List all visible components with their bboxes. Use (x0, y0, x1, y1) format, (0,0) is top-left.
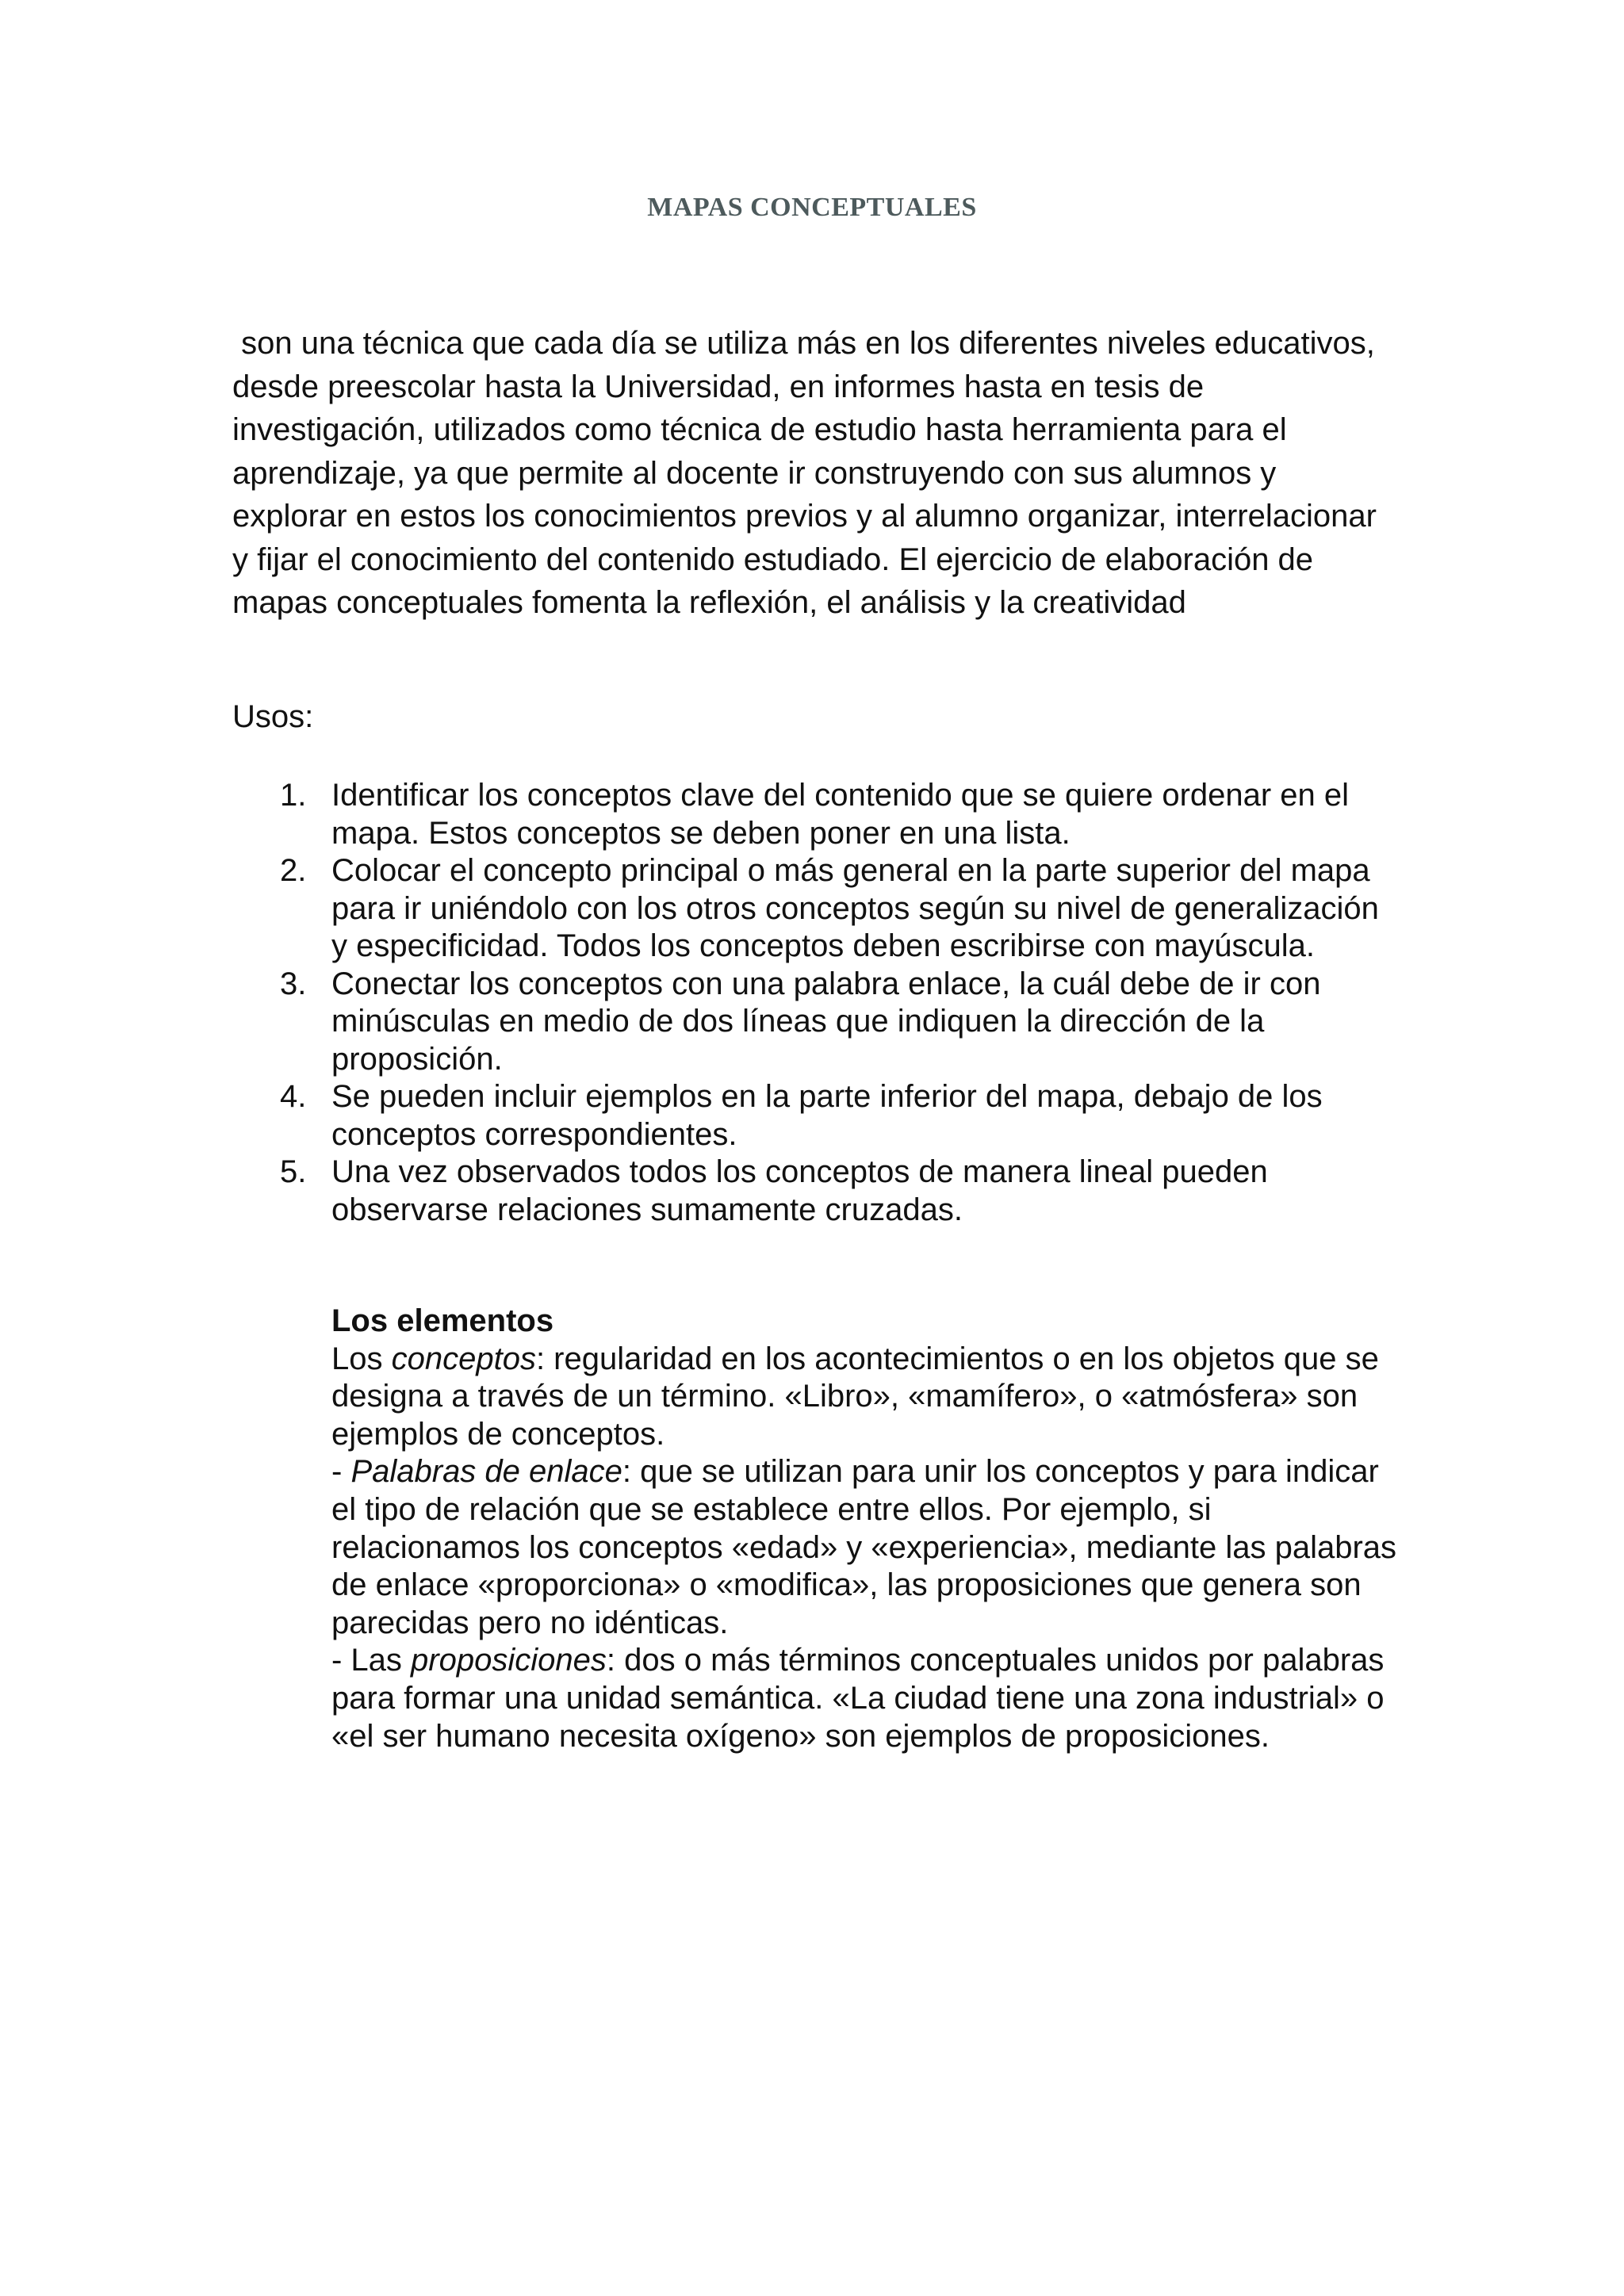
document-title: MAPAS CONCEPTUALES (647, 193, 977, 222)
conceptos-text: : regularidad en los acontecimientos o en los objetos que se designa a través de un término. «Libro», «mamífero», o «atmósfera» son ejemplos de conceptos. (331, 1341, 1379, 1452)
enlace-text: : que se utilizan para unir los conceptos y para indicar el tipo de relación que se establece entre ellos. Por ejemplo, si relacionamos los conceptos «edad» y «experiencia», mediante las palabras de enlace «proporciona» o «modifica», las proposiciones que genera son parecidas pero no idénticas. (331, 1454, 1397, 1640)
list-item-text: Conectar los conceptos con una palabra enlace, la cuál debe de ir con minúsculas en medio de dos líneas que indiquen la dirección de la proposición. (331, 966, 1321, 1077)
list-item-number: 4. (280, 1079, 307, 1114)
list-item-text: Identificar los conceptos clave del contenido que se quiere ordenar en el mapa. Estos conceptos se deben poner en una lista. (331, 778, 1350, 851)
elements-heading: Los elementos (331, 1303, 554, 1338)
list-item (232, 777, 1398, 852)
conceptos-prefix: Los (331, 1341, 392, 1376)
proposiciones-paragraph (331, 1642, 1398, 1755)
list-item (232, 1078, 1398, 1154)
list-item-text: Colocar el concepto principal o más general en la parte superior del mapa para ir uniéndolo con los otros conceptos según su nivel de generalización y especificidad. Todos los conceptos deben escribirse con mayúscula. (331, 853, 1379, 963)
list-item-text: Una vez observados todos los conceptos de manera lineal pueden observarse relaciones sumamente cruzadas. (331, 1154, 1268, 1227)
enlace-term: Palabras de enlace (350, 1454, 622, 1490)
list-item (232, 1154, 1398, 1229)
list-item-number: 3. (280, 966, 307, 1001)
conceptos-term: conceptos (391, 1341, 536, 1376)
proposiciones-text: : dos o más términos conceptuales unidos por palabras para formar una unidad semántica. «La ciudad tiene una zona industrial» o «el ser humano necesita oxígeno» son ejemplos de proposiciones. (331, 1643, 1385, 1754)
usos-label: Usos: (232, 699, 314, 734)
elements-section (331, 1303, 1398, 1755)
list-item (232, 852, 1398, 966)
proposiciones-prefix: - Las (331, 1643, 412, 1678)
list-item (232, 966, 1398, 1079)
list-item-number: 1. (280, 778, 307, 813)
enlace-paragraph (331, 1453, 1398, 1642)
proposiciones-term: proposiciones (411, 1643, 607, 1678)
conceptos-paragraph (331, 1341, 1398, 1454)
intro-paragraph: son una técnica que cada día se utiliza más en los diferentes niveles educativos, desde preescolar hasta la Universidad, en informes hasta en tesis de investigación, utilizados como técnica de estudio hasta herramienta para el aprendizaje, ya que permite al docente ir construyendo con sus alumnos y explorar en estos los conocimientos previos y al alumno organizar, interrelacionar y fijar el conocimiento del contenido estudiado. El ejercicio de elaboración de mapas conceptuales fomenta la reflexión, el análisis y la creatividad (232, 326, 1386, 620)
list-item-number: 5. (280, 1154, 307, 1189)
steps-list (232, 777, 1398, 1229)
list-item-number: 2. (280, 853, 307, 888)
list-item-text: Se pueden incluir ejemplos en la parte inferior del mapa, debajo de los conceptos correspondientes. (331, 1079, 1323, 1152)
enlace-prefix: - (331, 1454, 351, 1490)
